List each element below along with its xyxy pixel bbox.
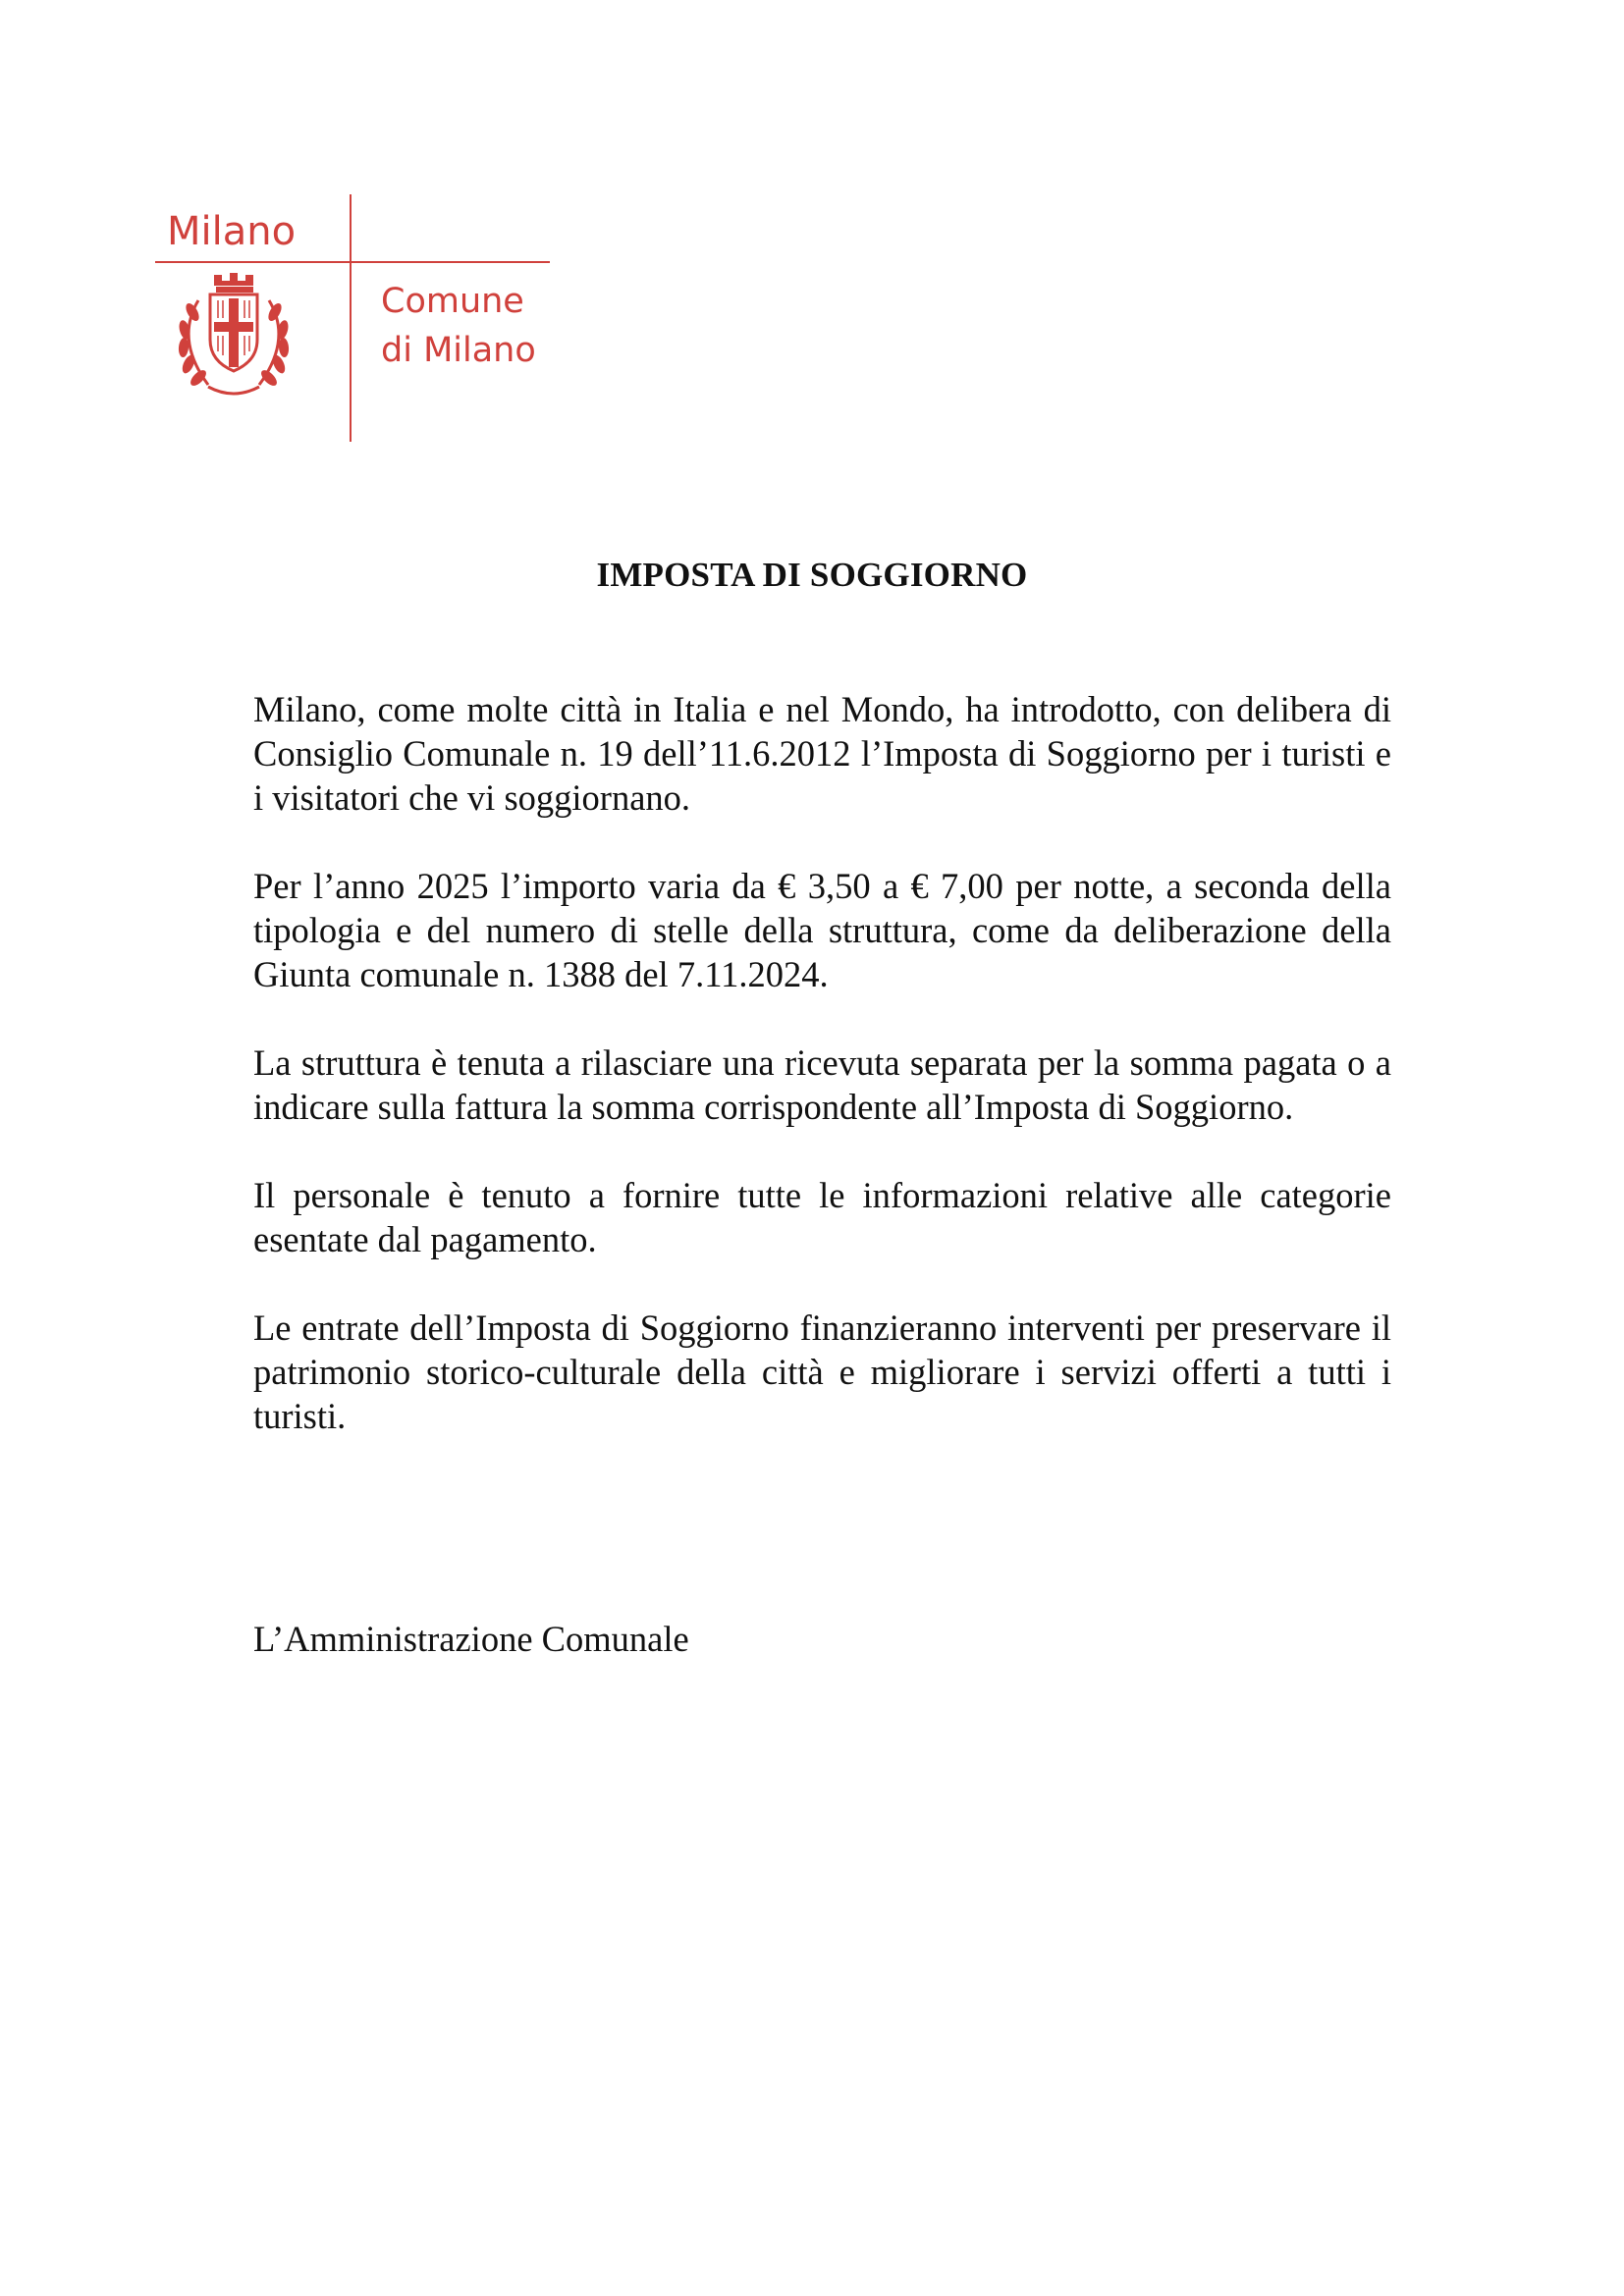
logo-di-milano-line: di Milano — [381, 331, 536, 370]
logo-comune-line: Comune — [381, 282, 524, 321]
coat-of-arms-icon — [178, 273, 291, 394]
signature: L’Amministrazione Comunale — [253, 1619, 689, 1659]
logo-graphic — [153, 192, 556, 444]
paragraph-revenue-use: Le entrate dell’Imposta di Soggiorno finanzieranno interventi per preservare il patrimonio storico-culturale della città e migliorare i servizi offerti a tutti i turisti. — [253, 1308, 1391, 1436]
document-title: IMPOSTA DI SOGGIORNO — [596, 556, 1028, 594]
paragraph-introduction: Milano, come molte città in Italia e nel Mondo, ha introdotto, con delibera di Consiglio Comunale n. 19 dell’11.6.2012 l’Imposta di Soggiorno per i turisti e i visitatori che vi soggiornano. — [253, 689, 1391, 818]
document-body — [253, 687, 1391, 1482]
paragraph-exemptions: Il personale è tenuto a fornire tutte le informazioni relative alle categorie esentate dal pagamento. — [253, 1175, 1391, 1259]
paragraph-rates: Per l’anno 2025 l’importo varia da € 3,50 a € 7,00 per notte, a seconda della tipologia e del numero di stelle della struttura, come da deliberazione della Giunta comunale n. 1388 del 7.11.2024. — [253, 866, 1391, 994]
paragraph-receipt: La struttura è tenuta a rilasciare una ricevuta separata per la somma pagata o a indicare sulla fattura la somma corrispondente all’Imposta di Soggiorno. — [253, 1042, 1391, 1127]
logo-city-name: Milano — [167, 209, 297, 254]
comune-di-milano-logo — [153, 192, 556, 444]
